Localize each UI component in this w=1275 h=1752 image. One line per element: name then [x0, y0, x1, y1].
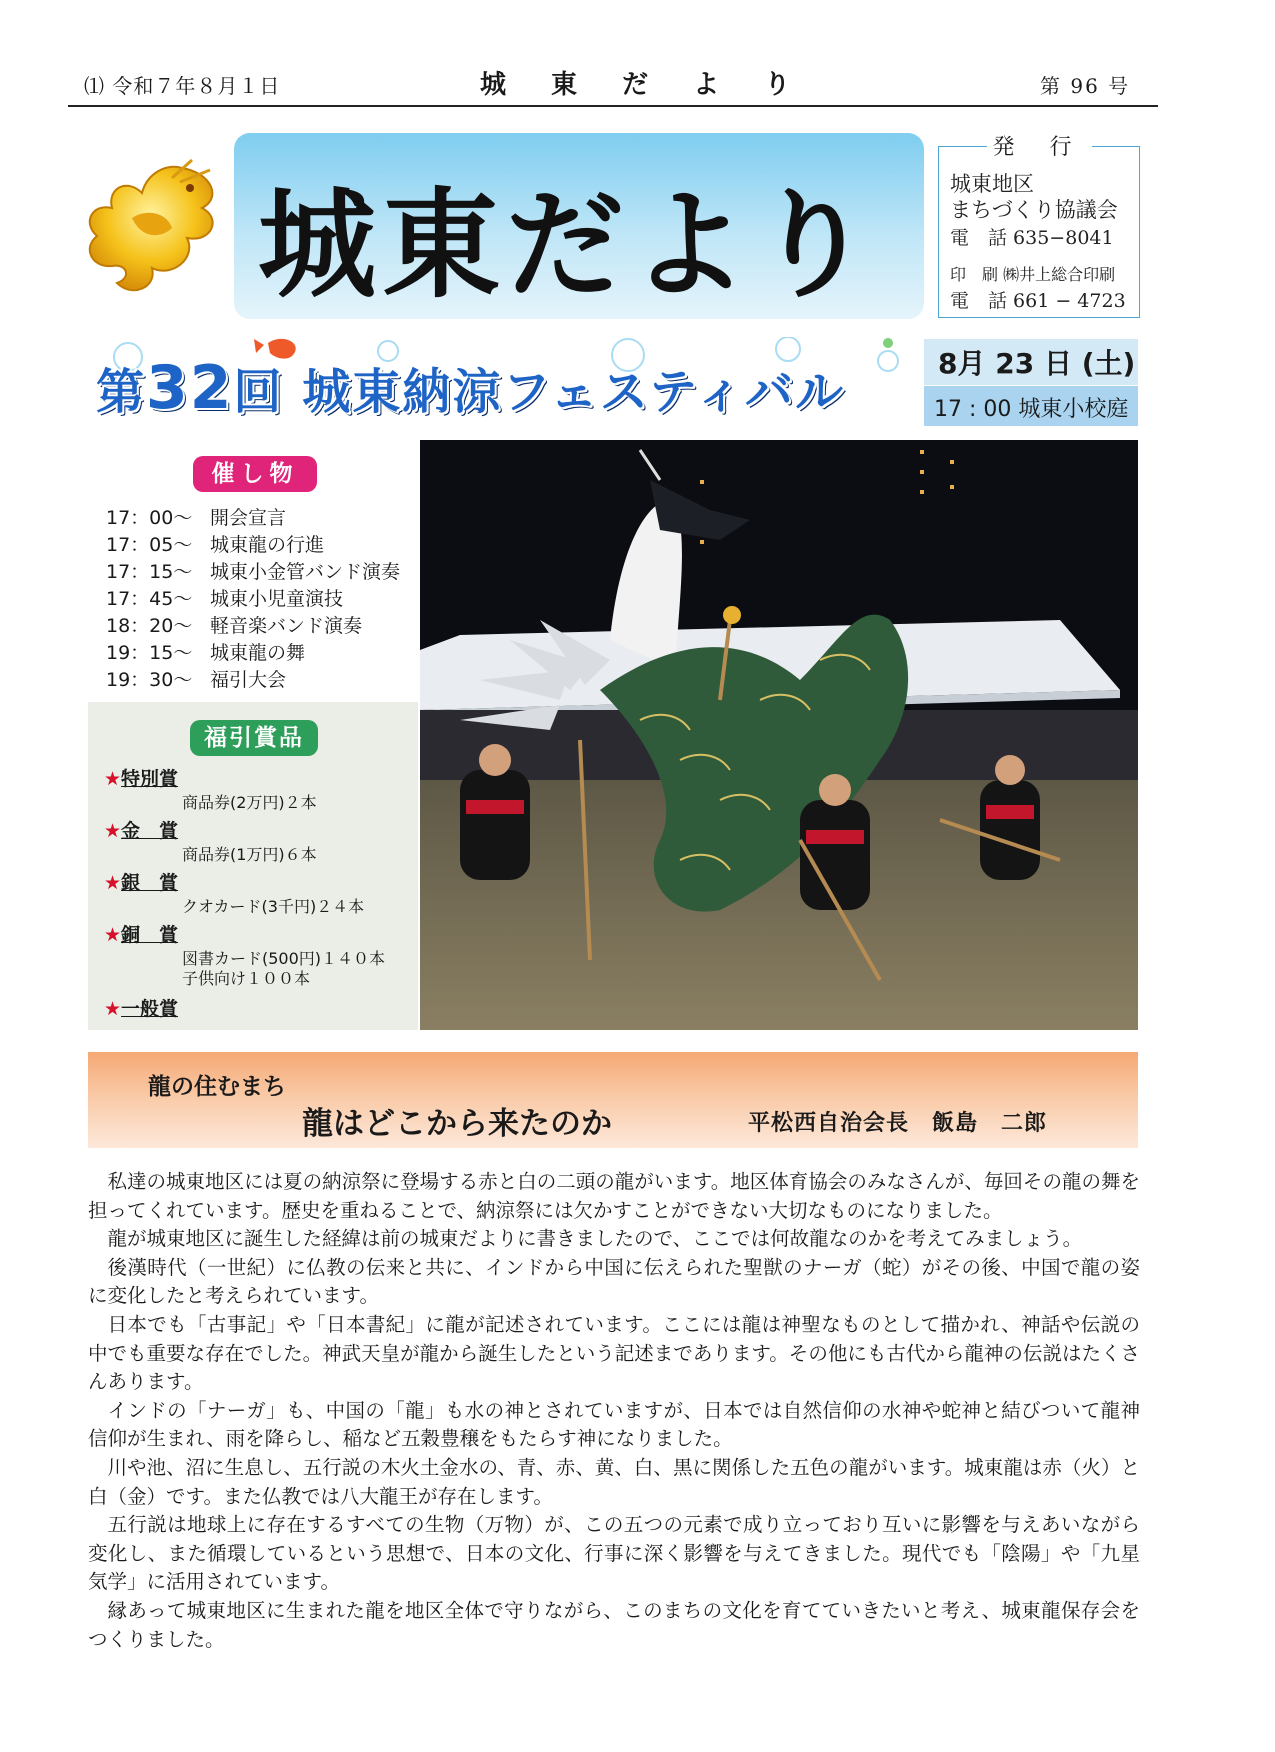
publisher-heading: 発 行 [987, 135, 1092, 160]
event-item: 17：45〜 城東小児童演技 [106, 588, 344, 610]
issue-date: ⑴ 令和７年８月１日 [84, 74, 281, 98]
events-heading: 催し物 [193, 456, 317, 492]
prize-detail: 図書カード(500円)１４０本 [182, 949, 386, 968]
article-paragraph: 五行説は地球上に存在するすべての生物（万物）が、この五つの元素で成り立っており互いに影響を与えあいながら変化し、また循環しているという思想で、日本の文化、行事に深く影響を与えてきました。現代でも「陰陽」や「九星気学」に活用されています。 [88, 1513, 1140, 1594]
article-paragraph: 川や池、沼に生息し、五行説の木火土金水の、青、赤、黄、白、黒に関係した五色の龍がいます。城東龍は赤（火）と白（金）です。また仏教では八大龍王が存在します。 [88, 1455, 1140, 1508]
event-item: 17：15〜 城東小金管バンド演奏 [106, 561, 401, 583]
festival-venue: 17 : 00 城東小校庭 [934, 397, 1129, 422]
issue-number: 第 96 号 [1040, 74, 1131, 98]
article-paragraph: 日本でも「古事記」や「日本書紀」に龍が記述されています。ここには龍は神聖なものとして描かれ、神話や伝説の中でも重要な存在でした。神武天皇が龍から誕生したという記述まであります。その他にも古代から龍神の伝説はたくさんあります。 [88, 1312, 1140, 1394]
article-title: 龍はどこから来たのか [302, 1106, 612, 1142]
prize-name: ★銅 賞 [104, 924, 179, 946]
article-series: 龍の住むまち [148, 1074, 286, 1100]
prize-detail: 商品券(1万円)６本 [182, 845, 317, 864]
prize-name: ★一般賞 [104, 998, 179, 1020]
prize-detail: 子供向け１００本 [182, 969, 311, 988]
event-item: 19：15〜 城東龍の舞 [106, 642, 306, 664]
running-title: 城 東 だ よ り [480, 70, 809, 100]
prize-name: ★特別賞 [104, 768, 179, 790]
event-item: 17：05〜 城東龍の行進 [106, 534, 325, 556]
article-body [88, 1168, 1140, 1654]
event-item: 17：00〜 開会宣言 [106, 507, 287, 529]
festival-date: 8月 23 日 (土) [938, 347, 1136, 380]
event-item: 18：20〜 軽音楽バンド演奏 [106, 615, 363, 637]
header-rule [68, 105, 1158, 107]
printer-name: 印 刷 ㈱井上総合印刷 [950, 265, 1116, 284]
publisher-org-1: 城東地区 [950, 172, 1034, 196]
publisher-phone: 電 話 635−8041 [950, 227, 1114, 249]
article-paragraph: 後漢時代（一世紀）に仏教の伝来と共に、インドから中国に伝えられた聖獣のナーガ（蛇）がその後、中国で龍の姿に変化したと考えられています。 [88, 1255, 1140, 1308]
article-paragraph: 縁あって城東地区に生まれた龍を地区全体で守りながら、このまちの文化を育てていきたいと考え、城東龍保存会をつくりました。 [88, 1598, 1140, 1651]
dragon-icon [72, 148, 232, 308]
article-paragraph: 龍が城東地区に誕生した経緯は前の城東だよりに書きましたので、ここでは何故龍なのかを考えてみましょう。 [107, 1227, 1083, 1251]
festival-title: 第32回 城東納涼フェスティバル [96, 353, 846, 423]
prize-detail: クオカード(3千円)２４本 [182, 897, 365, 916]
article-paragraph: インドの「ナーガ」も、中国の「龍」も水の神とされていますが、日本では自然信仰の水神や蛇神と結びついて龍神信仰が生まれ、雨を降らし、稲など五穀豊穣をもたらす神になりました。 [88, 1398, 1140, 1451]
masthead-title: 城東だより [258, 176, 879, 314]
article-author: 平松西自治会長 飯島 二郎 [748, 1111, 1048, 1136]
prize-detail: 商品券(2万円)２本 [182, 793, 317, 812]
prizes-heading: 福引賞品 [190, 720, 318, 756]
publisher-org-2: まちづくり協議会 [950, 198, 1118, 222]
article-paragraph: 私達の城東地区には夏の納涼祭に登場する赤と白の二頭の龍がいます。地区体育協会のみなさんが、毎回その龍の舞を担ってくれています。歴史を重ねることで、納涼祭には欠かすことができない大切なものになりました。 [88, 1170, 1140, 1222]
event-item: 19：30〜 福引大会 [106, 669, 287, 691]
prize-name: ★銀 賞 [104, 872, 179, 894]
dragon-dance-photo [420, 440, 1138, 1030]
printer-phone: 電 話 661 − 4723 [950, 290, 1126, 312]
prize-name: ★金 賞 [104, 820, 179, 842]
